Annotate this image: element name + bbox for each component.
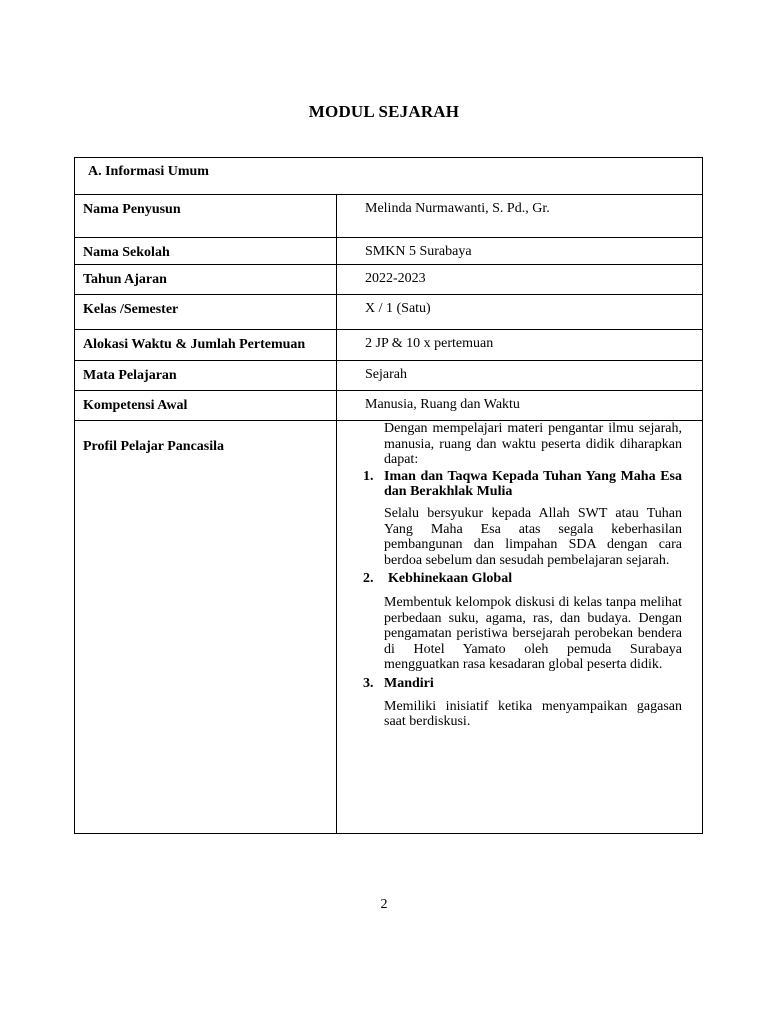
row-label-kelas-semester: Kelas /Semester	[75, 295, 337, 330]
profil-item-heading	[363, 571, 682, 587]
profil-intro: Dengan mempelajari materi pengantar ilmu sejarah, manusia, ruang dan waktu peserta didik diharapkan dapat:	[384, 421, 683, 468]
row-label-profil-pelajar: Profil Pelajar Pancasila	[75, 421, 337, 834]
item-number: 1.	[363, 468, 374, 484]
table-row	[75, 195, 703, 238]
row-label-nama-penyusun: Nama Penyusun	[75, 195, 337, 238]
table-row	[75, 421, 703, 834]
row-value-kelas-semester: X / 1 (Satu)	[337, 295, 703, 330]
section-header-row	[75, 158, 703, 195]
profil-content	[337, 421, 702, 730]
row-value-tahun-ajaran: 2022-2023	[337, 265, 703, 295]
item-description: Membentuk kelompok diskusi di kelas tanpa melihat perbedaan suku, agama, ras, dan budaya. Dengan pengamatan peristiwa bersejarah perobekan bendera di Hotel Yamato oleh pemuda Surabaya mengguatkan rasa kesadaran global peserta didik.	[384, 594, 683, 673]
row-label-tahun-ajaran: Tahun Ajaran	[75, 265, 337, 295]
row-value-nama-sekolah: SMKN 5 Surabaya	[337, 238, 703, 265]
profil-item-heading	[363, 676, 682, 692]
item-description: Memiliki inisiatif ketika menyampaikan gagasan saat berdiskusi.	[384, 698, 683, 730]
table-row	[75, 265, 703, 295]
table-row	[75, 295, 703, 330]
profil-item-heading	[363, 469, 682, 500]
row-label-nama-sekolah: Nama Sekolah	[75, 238, 337, 265]
page-number: 2	[380, 897, 388, 912]
table-row	[75, 391, 703, 421]
row-label-alokasi-waktu: Alokasi Waktu & Jumlah Pertemuan	[75, 330, 337, 361]
item-number: 2.	[363, 571, 374, 587]
row-value-alokasi-waktu: 2 JP & 10 x pertemuan	[337, 330, 703, 361]
document-title: MODUL SEJARAH	[308, 102, 460, 121]
row-label-kompetensi-awal: Kompetensi Awal	[75, 391, 337, 421]
item-title: Iman dan Taqwa Kepada Tuhan Yang Maha Esa dan Berakhlak Mulia	[384, 468, 683, 500]
item-number: 3.	[363, 675, 374, 691]
row-label-mata-pelajaran: Mata Pelajaran	[75, 361, 337, 391]
item-title: Kebhinekaan Global	[388, 571, 513, 587]
row-value-mata-pelajaran: Sejarah	[337, 361, 703, 391]
item-description: Selalu bersyukur kepada Allah SWT atau Tuhan Yang Maha Esa atas segala keberhasilan pembangunan dan limpahan SDA dengan cara berdoa sebelum dan sesudah pembelajaran sejarah.	[384, 505, 683, 568]
table-row	[75, 361, 703, 391]
table-row	[75, 238, 703, 265]
table-row	[75, 330, 703, 361]
item-title: Mandiri	[384, 675, 434, 691]
profil-content-cell	[337, 421, 703, 834]
row-value-kompetensi-awal: Manusia, Ruang dan Waktu	[337, 391, 703, 421]
info-table	[74, 157, 703, 834]
row-value-nama-penyusun: Melinda Nurmawanti, S. Pd., Gr.	[337, 195, 703, 238]
section-header: A. Informasi Umum	[75, 158, 703, 195]
